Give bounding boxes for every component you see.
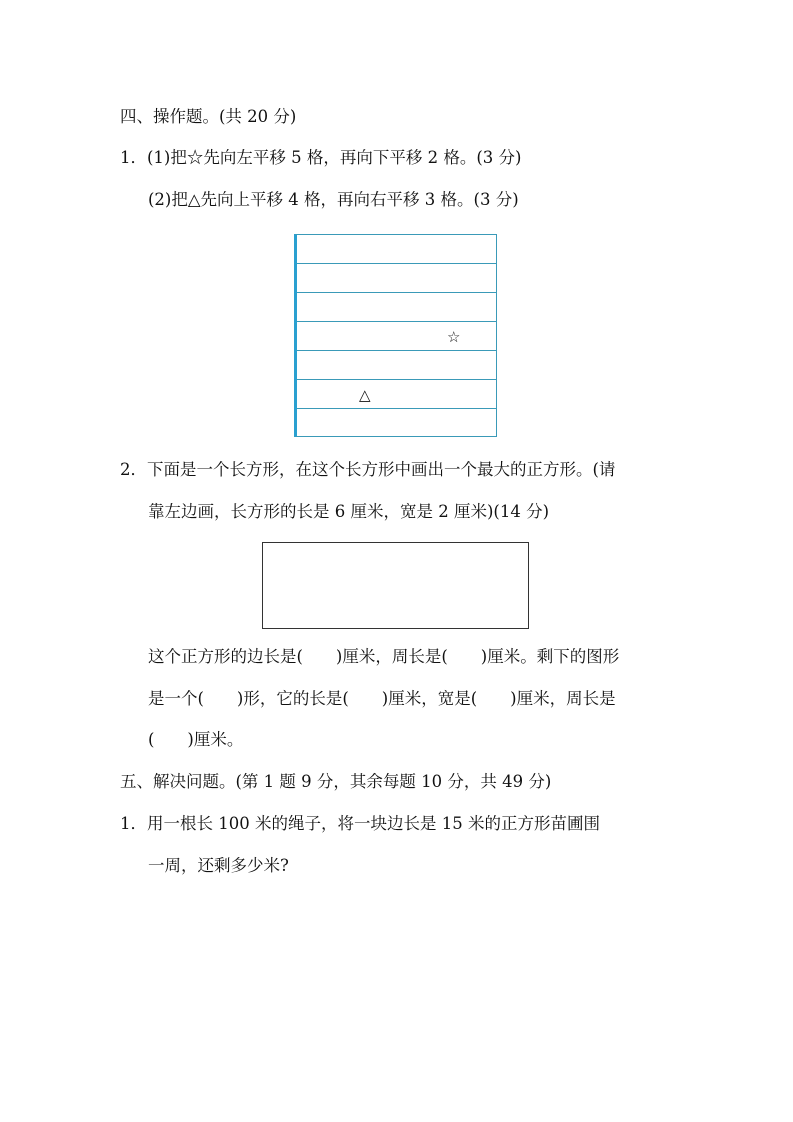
q1-line1: 1．(1)把☆先向左平移 5 格，再向下平移 2 格。(3 分)	[120, 148, 522, 167]
q2-answer-line2: 是一个( )形，它的长是( )厘米，宽是( )厘米，周长是	[148, 689, 616, 708]
q2-line1: 2．下面是一个长方形，在这个长方形中画出一个最大的正方形。(请	[120, 460, 616, 479]
translation-grid	[294, 234, 497, 437]
rectangle-drawing-area[interactable]	[262, 542, 529, 629]
section4-title: 四、操作题。(共 20 分)	[120, 107, 297, 126]
q2-answer-line1: 这个正方形的边长是( )厘米，周长是( )厘米。剩下的图形	[148, 647, 620, 666]
q2-answer-line3: ( )厘米。	[148, 730, 244, 749]
q2-line2: 靠左边画，长方形的长是 6 厘米，宽是 2 厘米)(14 分)	[148, 502, 550, 521]
s5-q1-line1: 1．用一根长 100 米的绳子，将一块边长是 15 米的正方形苗圃围	[120, 814, 600, 833]
triangle-icon: △	[359, 386, 371, 404]
q1-line2: (2)把△先向上平移 4 格，再向右平移 3 格。(3 分)	[148, 190, 519, 209]
s5-q1-line2: 一周，还剩多少米?	[148, 856, 289, 875]
section5-title: 五、解决问题。(第 1 题 9 分，其余每题 10 分，共 49 分)	[120, 772, 552, 791]
star-icon: ☆	[447, 328, 461, 346]
